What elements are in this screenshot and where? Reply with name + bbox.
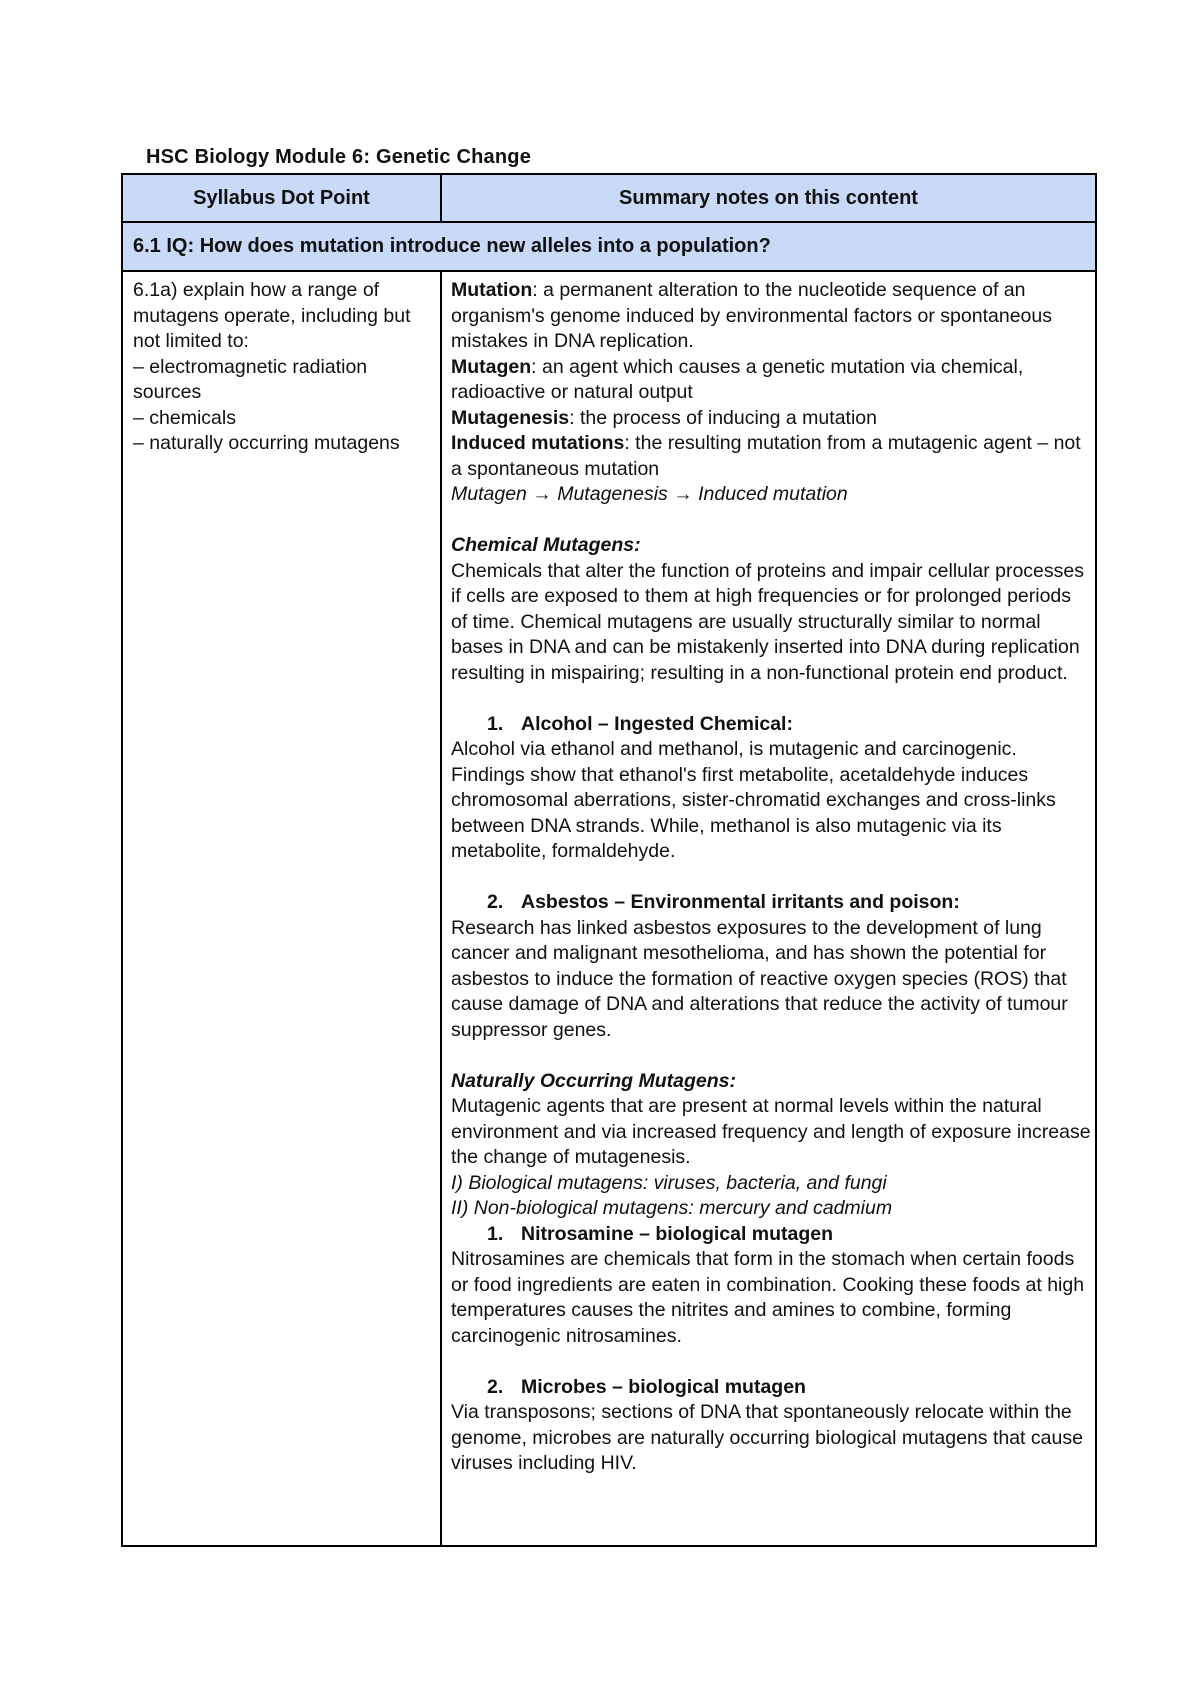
inquiry-question-row [123, 223, 1095, 272]
microbes-heading: 2. Microbes – biological mutagen [487, 1375, 806, 1398]
header-summary-notes: Summary notes on this content [619, 187, 918, 209]
alcohol-heading: 1. Alcohol – Ingested Chemical: [487, 712, 793, 735]
biological-mutagens-line: I) Biological mutagens: viruses, bacteria, and fungi [451, 1171, 887, 1194]
non-biological-mutagens-line: II) Non-biological mutagens: mercury and cadmium [451, 1197, 893, 1219]
nitrosamine-heading: 1. Nitrosamine – biological mutagen [487, 1222, 834, 1245]
asbestos-heading: 2. Asbestos – Environmental irritants and poison: [487, 891, 960, 913]
asbestos-text: Research has linked asbestos exposures to the development of lung cancer and malignant mesothelioma, and has shown the potential for asbestos to induce the formation of reactive oxygen species (ROS) that cause damage of DNA and alterations that reduce the activity of tumour suppressor genes. [451, 916, 1068, 1041]
table-header-row [123, 175, 1095, 223]
nitrosamine-text: Nitrosamines are chemicals that form in the stomach when certain foods or food ingredients are eaten in combination. Cooking these foods at high temperatures causes the nitrites and amines to combine, forming carcinogenic nitrosamines. [451, 1248, 1085, 1347]
syllabus-dot-point-cell: 6.1a) explain how a range of mutagens operate, including but not limited to: – electromagnetic radiation sources – chemicals – naturally occurring mutagens [133, 279, 411, 454]
alcohol-text: Alcohol via ethanol and methanol, is mutagenic and carcinogenic. Findings show that ethanol's first metabolite, acetaldehyde induces chromosomal aberrations, sister-chromatid exchanges and cross-links between DNA strands. While, methanol is also mutagenic via its metabolite, formaldehyde. [451, 738, 1056, 862]
definition-mutation: Mutation: a permanent alteration to the nucleotide sequence of an organism's genome induced by environmental factors or spontaneous mistakes in DNA replication. [451, 279, 1052, 352]
natural-mutagens-text: Mutagenic agents that are present at normal levels within the natural environment and via increased frequency and length of exposure increase the change of mutagenesis. [451, 1095, 1091, 1168]
column-divider [440, 272, 442, 1545]
inquiry-question: 6.1 IQ: How does mutation introduce new alleles into a population? [133, 235, 771, 257]
microbes-text: Via transposons; sections of DNA that spontaneously relocate within the genome, microbes are naturally occurring biological mutagens that cause viruses including HIV. [451, 1401, 1083, 1474]
definition-induced-mutations: Induced mutations: the resulting mutation from a mutagenic agent – not a spontaneous mutation [451, 432, 1081, 480]
mutation-flow: Mutagen → Mutagenesis → Induced mutation [451, 483, 848, 505]
definition-mutagenesis: Mutagenesis: the process of inducing a mutation [451, 406, 877, 429]
header-syllabus-dot-point: Syllabus Dot Point [193, 187, 370, 209]
notes-table [121, 173, 1097, 1547]
definition-mutagen: Mutagen: an agent which causes a genetic mutation via chemical, radioactive or natural output [451, 355, 1024, 403]
chemical-mutagens-heading: Chemical Mutagens: [451, 534, 641, 556]
summary-notes-cell [451, 278, 1091, 1477]
natural-mutagens-heading: Naturally Occurring Mutagens: [451, 1069, 736, 1092]
chemical-mutagens-text: Chemicals that alter the function of proteins and impair cellular processes if cells are exposed to them at high frequencies or for prolonged periods of time. Chemical mutagens are usually structurally similar to normal bases in DNA and can be mistakenly inserted into DNA during replication resulting in mispairing; resulting in a non-functional protein end product. [451, 559, 1084, 684]
document-title: HSC Biology Module 6: Genetic Change [146, 146, 532, 168]
